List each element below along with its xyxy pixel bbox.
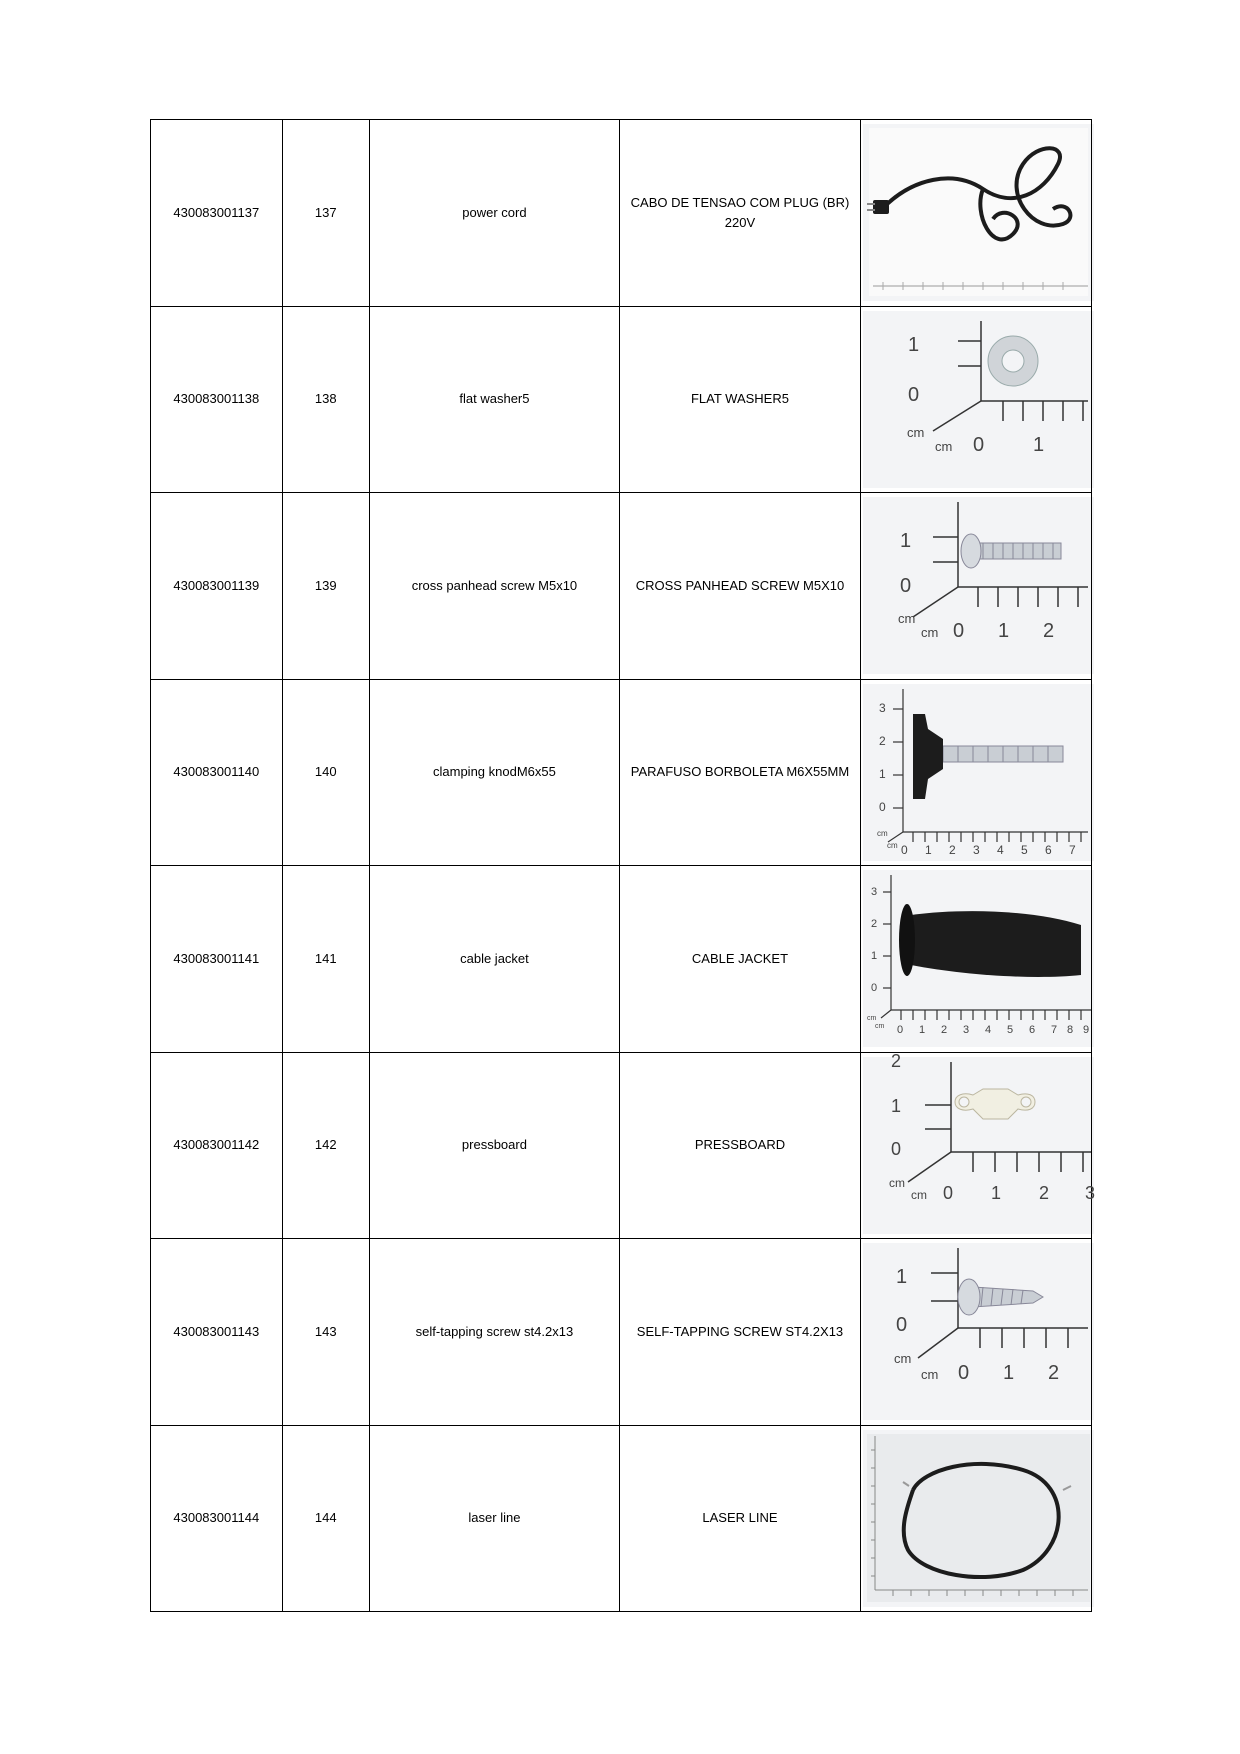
scale-label: 2 <box>870 918 878 931</box>
table-row <box>151 120 1092 307</box>
scale-label: cm <box>934 438 953 454</box>
cable-jacket-photo <box>863 870 1094 1047</box>
part-name-pt: CABO DE TENSAO COM PLUG (BR) 220V <box>619 120 860 307</box>
scale-label: cm <box>886 840 898 850</box>
part-name-pt: CROSS PANHEAD SCREW M5X10 <box>619 493 860 680</box>
scale-label: 2 <box>948 842 956 857</box>
scale-label: 2 <box>1042 620 1055 643</box>
part-number: 144 <box>282 1425 369 1612</box>
part-number: 138 <box>282 306 369 493</box>
scale-label: cm <box>874 1023 885 1031</box>
scale-label: cm <box>866 1015 877 1023</box>
table-row <box>151 679 1092 866</box>
scale-label: 0 <box>899 575 912 598</box>
part-number: 139 <box>282 493 369 680</box>
panhead-screw-photo <box>863 497 1094 674</box>
part-code: 430083001137 <box>151 120 283 307</box>
scale-label: 1 <box>870 950 878 963</box>
parts-table <box>150 119 1095 1612</box>
scale-label: 5 <box>1006 1024 1014 1037</box>
scale-label: 0 <box>870 982 878 995</box>
scale-label: 0 <box>896 1024 904 1037</box>
part-number: 143 <box>282 1239 369 1426</box>
scale-label: 1 <box>895 1266 908 1289</box>
part-code: 430083001139 <box>151 493 283 680</box>
part-number: 137 <box>282 120 369 307</box>
part-code: 430083001142 <box>151 1052 283 1239</box>
scale-label: cm <box>897 611 916 627</box>
scale-label: cm <box>888 1175 905 1190</box>
table-row <box>151 493 1092 680</box>
scale-label: 3 <box>870 886 878 899</box>
part-name-pt: LASER LINE <box>619 1425 860 1612</box>
table-row <box>151 306 1092 493</box>
part-name-en: clamping knodM6x55 <box>369 679 619 866</box>
part-code: 430083001140 <box>151 679 283 866</box>
scale-label: 1 <box>918 1024 926 1037</box>
scale-label: 4 <box>996 842 1004 857</box>
scale-label: 7 <box>1050 1024 1058 1037</box>
scale-label: cm <box>920 1367 939 1383</box>
part-name-pt: PARAFUSO BORBOLETA M6X55MM <box>619 679 860 866</box>
scale-label: cm <box>920 625 939 641</box>
scale-label: 3 <box>878 700 886 715</box>
flat-washer-photo <box>863 311 1094 488</box>
scale-label: 3 <box>962 1024 970 1037</box>
part-number: 142 <box>282 1052 369 1239</box>
scale-label: 0 <box>972 433 985 456</box>
scale-label: 2 <box>940 1024 948 1037</box>
part-name-en: pressboard <box>369 1052 619 1239</box>
scale-label: 0 <box>952 620 965 643</box>
part-name-pt: PRESSBOARD <box>619 1052 860 1239</box>
part-code: 430083001141 <box>151 866 283 1053</box>
clamping-knob-photo <box>863 684 1094 861</box>
scale-label: 0 <box>942 1182 953 1203</box>
laser-line-photo <box>863 1430 1094 1607</box>
part-code: 430083001144 <box>151 1425 283 1612</box>
part-name-en: flat washer5 <box>369 306 619 493</box>
power-cord-photo <box>863 124 1094 301</box>
scale-label: cm <box>893 1351 912 1367</box>
part-name-pt: FLAT WASHER5 <box>619 306 860 493</box>
scale-label: 5 <box>1020 842 1028 857</box>
scale-label: 0 <box>890 1138 901 1159</box>
part-code: 430083001138 <box>151 306 283 493</box>
part-name-pt: SELF-TAPPING SCREW ST4.2X13 <box>619 1239 860 1426</box>
pressboard-photo <box>863 1050 1095 1234</box>
part-name-en: cable jacket <box>369 866 619 1053</box>
scale-label: 3 <box>972 842 980 857</box>
scale-label: 0 <box>900 842 908 857</box>
scale-label: 6 <box>1044 842 1052 857</box>
table-row <box>151 866 1092 1053</box>
scale-label: 8 <box>1066 1024 1074 1037</box>
part-code: 430083001143 <box>151 1239 283 1426</box>
scale-label: 2 <box>878 733 886 748</box>
scale-label: 0 <box>907 383 920 406</box>
scale-label: 1 <box>990 1182 1001 1203</box>
table-row <box>151 1052 1092 1239</box>
scale-label: 1 <box>878 766 886 781</box>
part-name-en: self-tapping screw st4.2x13 <box>369 1239 619 1426</box>
self-tapping-screw-photo <box>863 1243 1094 1420</box>
table-row <box>151 1425 1092 1612</box>
scale-label: 3 <box>1084 1182 1095 1203</box>
scale-label: 0 <box>878 799 886 814</box>
scale-label: 1 <box>899 530 912 553</box>
scale-label: 2 <box>1047 1362 1060 1385</box>
scale-label: 9 <box>1082 1024 1090 1037</box>
part-number: 140 <box>282 679 369 866</box>
scale-label: 1 <box>997 620 1010 643</box>
part-name-pt: CABLE JACKET <box>619 866 860 1053</box>
scale-label: 1 <box>890 1095 901 1116</box>
scale-label: 7 <box>1068 842 1076 857</box>
part-number: 141 <box>282 866 369 1053</box>
part-name-en: cross panhead screw M5x10 <box>369 493 619 680</box>
part-name-en: laser line <box>369 1425 619 1612</box>
table-row <box>151 1239 1092 1426</box>
scale-label: 6 <box>1028 1024 1036 1037</box>
scale-label: 1 <box>924 842 932 857</box>
scale-label: 4 <box>984 1024 992 1037</box>
part-name-en: power cord <box>369 120 619 307</box>
scale-label: cm <box>906 424 925 440</box>
scale-label: 1 <box>1032 433 1045 456</box>
scale-label: cm <box>876 828 888 838</box>
scale-label: 0 <box>957 1362 970 1385</box>
scale-label: 1 <box>907 333 920 356</box>
scale-label: 2 <box>1038 1182 1049 1203</box>
scale-label: cm <box>910 1187 927 1202</box>
scale-label: 1 <box>1002 1362 1015 1385</box>
scale-label: 0 <box>895 1314 908 1337</box>
scale-label: 2 <box>890 1050 901 1071</box>
